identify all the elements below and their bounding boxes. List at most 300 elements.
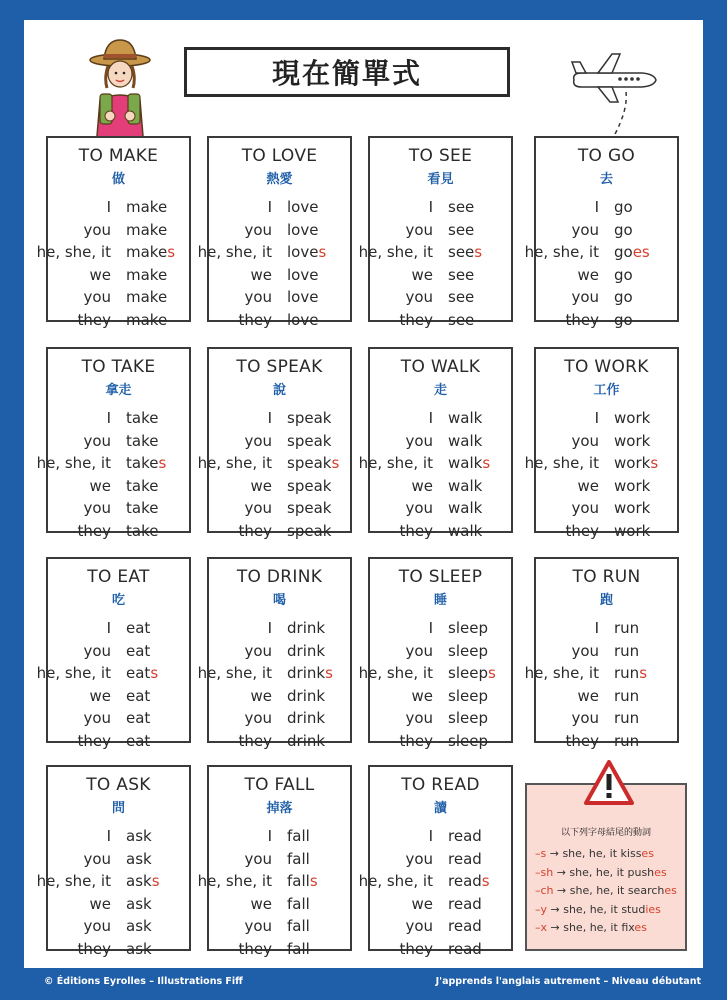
verb-form: love (287, 310, 319, 329)
verb-form: take (126, 521, 159, 540)
pronoun: we (411, 265, 433, 284)
verb-form: walk (448, 409, 483, 427)
pronoun: we (411, 476, 433, 495)
rule-subject: she, he, it (562, 847, 618, 860)
arrow-icon: → (547, 902, 564, 916)
conjugation-row (536, 311, 677, 333)
pronoun: I (106, 198, 111, 216)
verb-form: ask (126, 894, 152, 913)
verb-form: work (614, 409, 651, 427)
conjugation-row (48, 221, 189, 243)
verb-title: TO LOVE (241, 146, 318, 166)
verb-title: TO ASK (86, 775, 151, 795)
conjugation-row (370, 827, 511, 849)
conjugation-row (370, 709, 511, 731)
verb-form (126, 872, 160, 890)
pronoun: you (405, 849, 433, 868)
verb-card (36, 136, 191, 329)
pronoun: they (565, 521, 599, 540)
conjugation-row (370, 477, 511, 499)
rule-ending: –y (535, 902, 548, 916)
verb-card (358, 765, 513, 958)
pronoun: I (267, 409, 272, 427)
conjugation-row (370, 687, 511, 709)
verb-form (287, 243, 326, 261)
rule-ending: –x (535, 921, 548, 934)
pronoun: you (571, 288, 599, 306)
verb-card (197, 136, 352, 329)
verb-translation: 走 (433, 383, 447, 398)
pronoun: they (77, 939, 111, 958)
pronoun: they (238, 310, 272, 329)
verb-form: drink (287, 641, 326, 660)
conjugation-row (48, 477, 189, 499)
conjugation-row (370, 499, 511, 521)
conjugation-row (48, 709, 189, 731)
conjugation-row (370, 288, 511, 310)
verb-form: go (614, 310, 633, 329)
pronoun: you (83, 431, 111, 450)
verb-stem: sleep (448, 664, 488, 682)
verb-form: take (126, 476, 159, 495)
conjugation-row (209, 499, 350, 521)
conjugation-row (536, 288, 677, 310)
conjugation-row (48, 850, 189, 872)
pronoun: he, she, it (36, 243, 111, 261)
conjugation-row (209, 850, 350, 872)
conjugation-row (370, 732, 511, 754)
verb-suffix: s (150, 664, 159, 682)
verb-form: make (126, 288, 168, 306)
verb-title: TO WALK (400, 357, 481, 377)
conjugation-row (370, 311, 511, 333)
conjugation-row (48, 940, 189, 962)
verb-suffix: s (487, 664, 496, 682)
pronoun: we (250, 265, 272, 284)
verb-form: read (448, 939, 482, 958)
pronoun: you (83, 288, 111, 306)
pronoun: he, she, it (524, 454, 599, 472)
pronoun: we (250, 476, 272, 495)
verb-translation: 跑 (599, 593, 613, 608)
verb-form: ask (126, 917, 152, 935)
rule-suffix: ies (645, 902, 661, 916)
pronoun: they (399, 939, 433, 958)
verb-card (358, 347, 513, 540)
verb-form: speak (287, 476, 332, 495)
conjugation-row (209, 687, 350, 709)
pronoun: I (428, 409, 433, 427)
verb-form: make (126, 310, 168, 329)
verb-translation: 說 (272, 383, 286, 398)
rule-stem: search (627, 884, 665, 897)
verb-form: run (614, 686, 640, 705)
conjugation-row (209, 477, 350, 499)
verb-title: TO WORK (564, 357, 649, 377)
verb-suffix: es (632, 243, 650, 261)
rule-subject: she, he, it (563, 902, 618, 916)
pronoun: I (594, 409, 599, 427)
conjugation-row (524, 243, 677, 265)
verb-stem: eat (126, 664, 151, 682)
pronoun: I (267, 198, 272, 216)
verb-form: fall (287, 917, 310, 935)
verb-form: drink (287, 709, 326, 727)
pronoun: he, she, it (36, 872, 111, 890)
conjugation-row (370, 619, 511, 641)
pronoun: we (250, 686, 272, 705)
pronoun: they (238, 521, 272, 540)
verb-form: go (614, 198, 633, 216)
verb-stem: love (287, 243, 319, 261)
verb-card (197, 347, 352, 540)
pronoun: he, she, it (197, 664, 272, 682)
verb-suffix: s (474, 243, 483, 261)
verb-suffix: s (481, 872, 490, 890)
pronoun: we (577, 476, 599, 495)
verb-stem: drink (287, 664, 326, 682)
pronoun: I (428, 827, 433, 845)
conjugation-row (536, 409, 677, 431)
verb-card (197, 765, 352, 958)
pronoun: they (77, 521, 111, 540)
conjugation-row (358, 664, 511, 686)
conjugation-row (370, 895, 511, 917)
verb-form: ask (126, 849, 152, 868)
verb-card (524, 557, 679, 750)
verb-translation: 掉落 (266, 801, 293, 816)
verb-stem: read (448, 872, 482, 890)
pronoun: I (428, 619, 433, 637)
verb-suffix: s (331, 454, 340, 472)
poster-sheet (24, 20, 703, 968)
verb-form: eat (126, 619, 151, 637)
rule-subject: she, he, it (569, 884, 625, 897)
pronoun: they (399, 731, 433, 750)
verb-form: take (126, 409, 159, 427)
verb-card (36, 347, 191, 540)
verb-form (614, 243, 650, 261)
conjugation-row (48, 311, 189, 333)
verb-card (197, 557, 352, 750)
verb-form: go (614, 288, 633, 306)
verb-form: take (126, 499, 159, 517)
verb-form: sleep (448, 731, 488, 750)
conjugation-row (536, 477, 677, 499)
verb-form: fall (287, 849, 310, 868)
verb-form: see (448, 265, 475, 284)
pronoun: he, she, it (358, 454, 433, 472)
conjugation-row (370, 221, 511, 243)
verb-stem: speak (287, 454, 332, 472)
verb-form (287, 454, 339, 472)
conjugation-row (209, 221, 350, 243)
verb-stem: see (448, 243, 475, 261)
pronoun: he, she, it (197, 243, 272, 261)
verb-form (448, 454, 490, 472)
verb-form: fall (287, 939, 310, 958)
verb-form: go (614, 220, 633, 239)
conjugation-row (358, 872, 511, 894)
pronoun: you (83, 499, 111, 517)
spelling-rule (535, 921, 647, 934)
conjugation-row (48, 288, 189, 310)
verb-card (524, 347, 679, 540)
verb-card (36, 765, 191, 958)
verb-form: eat (126, 641, 151, 660)
rule-suffix: es (654, 865, 667, 879)
verb-card (36, 557, 191, 750)
pronoun: they (399, 521, 433, 540)
pronoun: you (571, 431, 599, 450)
conjugation-row (536, 619, 677, 641)
verb-form (126, 664, 158, 682)
pronoun: I (594, 619, 599, 637)
conjugation-row (197, 872, 350, 894)
verb-translation: 做 (111, 172, 125, 187)
pronoun: they (238, 939, 272, 958)
verb-translation: 喝 (272, 593, 286, 608)
spelling-rule (535, 884, 677, 897)
verb-stem: take (126, 454, 159, 472)
pronoun: I (106, 409, 111, 427)
conjugation-row (209, 827, 350, 849)
conjugation-row (536, 687, 677, 709)
pronoun: you (571, 641, 599, 660)
pronoun: you (244, 288, 272, 306)
verb-form: see (448, 310, 475, 329)
pronoun: we (577, 686, 599, 705)
conjugation-row (370, 917, 511, 939)
conjugation-row (370, 940, 511, 962)
verb-form: sleep (448, 619, 488, 637)
pronoun: you (83, 709, 111, 727)
note-heading: 以下列字母結尾的動詞 (560, 828, 651, 838)
conjugation-row (209, 732, 350, 754)
verb-form: take (126, 431, 159, 450)
verb-form: make (126, 265, 168, 284)
conjugation-row (48, 432, 189, 454)
verb-stem: run (614, 664, 640, 682)
pronoun: I (106, 827, 111, 845)
pronoun: you (571, 499, 599, 517)
verb-form: eat (126, 709, 151, 727)
pronoun: they (565, 310, 599, 329)
pronoun: you (405, 917, 433, 935)
pronoun: you (244, 917, 272, 935)
conjugation-row (536, 732, 677, 754)
verb-stem: walk (448, 454, 483, 472)
pronoun: you (405, 288, 433, 306)
verb-card (358, 557, 513, 750)
pronoun: you (405, 499, 433, 517)
verb-translation: 睡 (433, 593, 447, 608)
arrow-icon: → (547, 921, 564, 934)
verb-stem: fall (287, 872, 310, 890)
verb-form: sleep (448, 641, 488, 660)
conjugation-row (209, 198, 350, 220)
pronoun: we (89, 476, 111, 495)
rule-ending: –s (535, 847, 547, 860)
pronoun: you (244, 709, 272, 727)
conjugation-row (209, 288, 350, 310)
verb-title: TO TAKE (81, 357, 156, 377)
verb-form: fall (287, 827, 310, 845)
conjugation-row (209, 311, 350, 333)
pronoun: you (571, 220, 599, 239)
pronoun: they (399, 310, 433, 329)
pronoun: they (77, 731, 111, 750)
conjugation-row (48, 619, 189, 641)
arrow-icon: → (553, 884, 570, 897)
conjugation-row (536, 221, 677, 243)
conjugation-row (48, 266, 189, 288)
verb-form: speak (287, 409, 332, 427)
pronoun: we (89, 894, 111, 913)
page-title: 現在簡單式 (184, 47, 510, 97)
pronoun: they (77, 310, 111, 329)
conjugation-row (370, 850, 511, 872)
verb-form: walk (448, 521, 483, 540)
rule-subject: she, he, it (569, 865, 624, 879)
verb-form: run (614, 641, 640, 660)
conjugation-row (209, 917, 350, 939)
pronoun: he, she, it (358, 872, 433, 890)
conjugation-row (209, 409, 350, 431)
verb-title: TO READ (401, 775, 480, 795)
pronoun: we (250, 894, 272, 913)
pronoun: I (267, 827, 272, 845)
pronoun: you (405, 220, 433, 239)
verb-stem: make (126, 243, 168, 261)
conjugation-row (48, 895, 189, 917)
verb-form: read (448, 894, 482, 913)
conjugation-row (370, 198, 511, 220)
conjugation-row (48, 827, 189, 849)
verb-translation: 去 (599, 172, 613, 187)
spelling-rule (535, 903, 661, 916)
arrow-icon: → (553, 865, 570, 879)
rule-suffix: es (641, 847, 654, 860)
verb-form: speak (287, 499, 332, 517)
conjugation-row (536, 642, 677, 664)
pronoun: he, she, it (358, 664, 433, 682)
conjugation-row (48, 409, 189, 431)
verb-form: walk (448, 476, 483, 495)
pronoun: you (83, 849, 111, 868)
verb-form: work (614, 521, 651, 540)
verb-title: TO FALL (244, 775, 315, 795)
pronoun: you (405, 709, 433, 727)
conjugation-row (209, 619, 350, 641)
conjugation-row (536, 198, 677, 220)
conjugation-row (48, 687, 189, 709)
verb-title: TO RUN (572, 567, 641, 587)
verb-form: run (614, 731, 640, 750)
footer-left: © Éditions Eyrolles – Illustrations Fiff (44, 976, 243, 987)
verb-title: TO SPEAK (236, 357, 323, 377)
pronoun: he, she, it (36, 454, 111, 472)
pronoun: he, she, it (197, 872, 272, 890)
conjugation-row (197, 664, 350, 686)
verb-suffix: s (325, 664, 333, 682)
pronoun: he, she, it (197, 454, 272, 472)
verb-translation: 工作 (593, 383, 620, 398)
verb-form: read (448, 849, 482, 868)
pronoun: he, she, it (524, 243, 599, 261)
verb-form: make (126, 198, 168, 216)
verb-translation: 吃 (111, 593, 125, 608)
verb-form: eat (126, 731, 151, 750)
verb-suffix: s (318, 243, 327, 261)
verb-form: love (287, 198, 319, 216)
verb-form: work (614, 431, 651, 450)
verb-title: TO MAKE (78, 146, 159, 166)
verb-form: fall (287, 894, 310, 913)
verb-form: run (614, 709, 640, 727)
verb-form: drink (287, 619, 326, 637)
verb-stem: work (614, 454, 651, 472)
verb-form: ask (126, 827, 152, 845)
pronoun: they (238, 731, 272, 750)
verb-form: read (448, 827, 482, 845)
verb-form: see (448, 198, 475, 216)
pronoun: you (244, 641, 272, 660)
pronoun: he, she, it (358, 243, 433, 261)
verb-form: work (614, 476, 651, 495)
pronoun: they (565, 731, 599, 750)
verb-suffix: s (158, 454, 167, 472)
conjugation-row (209, 522, 350, 544)
verb-form: drink (287, 731, 326, 750)
conjugation-row (370, 266, 511, 288)
verb-form (287, 872, 318, 890)
verb-form: go (614, 265, 633, 284)
footer (0, 968, 727, 1000)
verb-title: TO SLEEP (398, 567, 483, 587)
pronoun: you (405, 641, 433, 660)
conjugation-row (36, 454, 189, 476)
conjugation-row (48, 522, 189, 544)
verb-card (358, 136, 513, 329)
verb-form (614, 664, 647, 682)
verb-suffix: s (309, 872, 318, 890)
conjugation-row (536, 432, 677, 454)
conjugation-row (209, 432, 350, 454)
pronoun: you (244, 499, 272, 517)
pronoun: we (89, 265, 111, 284)
pronoun: he, she, it (36, 664, 111, 682)
rule-subject: she, he, it (563, 921, 618, 934)
spelling-rule (535, 866, 667, 879)
pronoun: you (244, 220, 272, 239)
verb-suffix: s (650, 454, 659, 472)
pronoun: I (428, 198, 433, 216)
verb-form: ask (126, 939, 152, 958)
conjugation-row (209, 940, 350, 962)
pronoun: I (106, 619, 111, 637)
verb-form (448, 664, 496, 682)
verb-form: speak (287, 431, 332, 450)
verb-translation: 讀 (433, 801, 447, 816)
pronoun: we (89, 686, 111, 705)
conjugation-row (536, 499, 677, 521)
conjugation-row (197, 454, 350, 476)
pronoun: we (411, 894, 433, 913)
verb-form: sleep (448, 709, 488, 727)
verb-suffix: s (167, 243, 176, 261)
verb-title: TO EAT (87, 567, 150, 587)
